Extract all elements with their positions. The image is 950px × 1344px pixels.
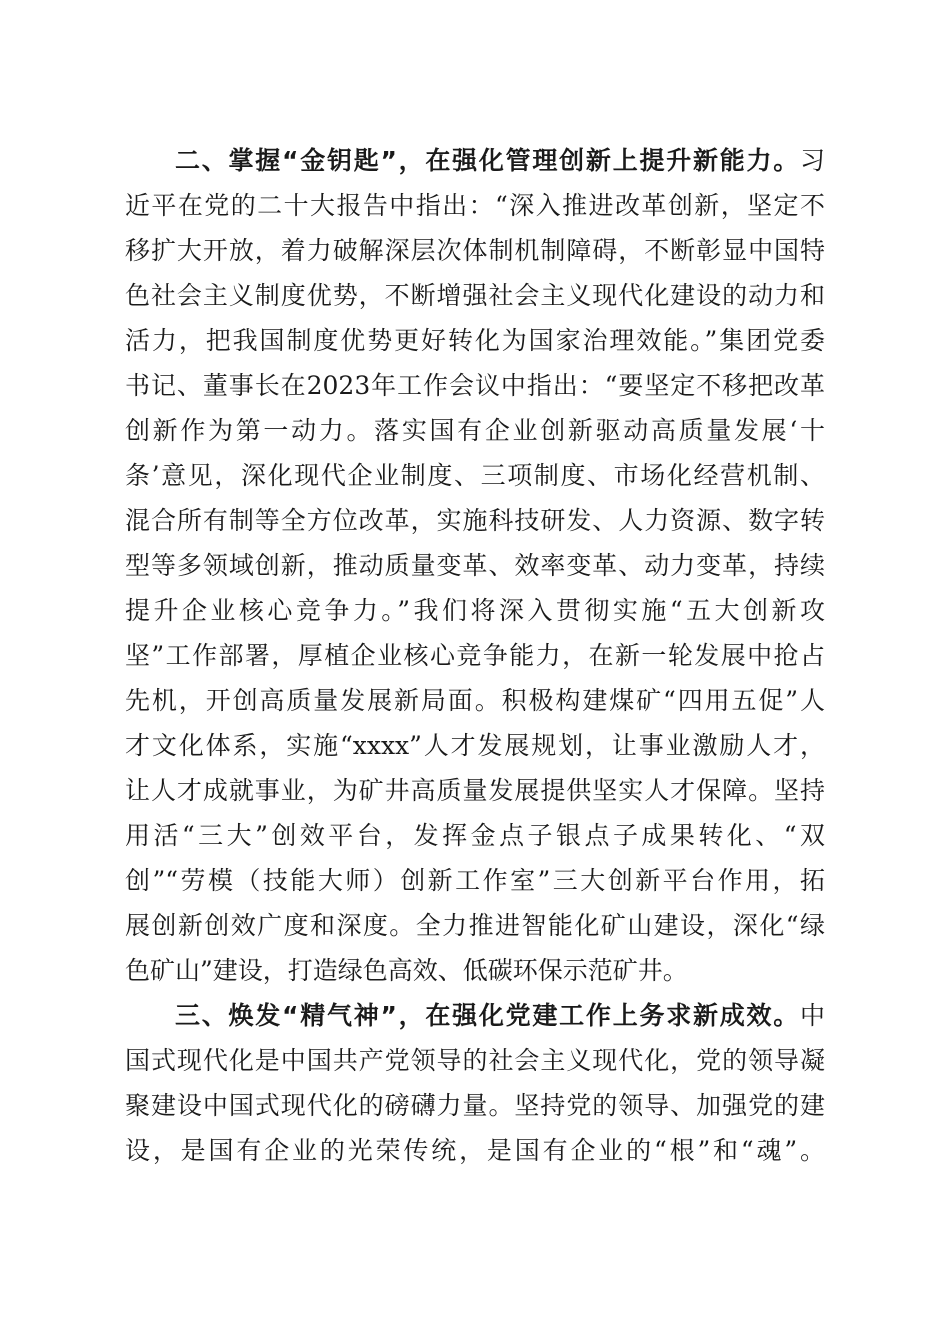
section-3-heading: 三、焕发“精气神”，在强化党建工作上务求新成效。 (175, 1001, 800, 1030)
paragraph-line: 聚建设中国式现代化的磅礴力量。坚持党的领导、加强党的建 (125, 1091, 825, 1120)
paragraph-line: 创”“劳模（技能大师）创新工作室”三大创新平台作用，拓 (125, 866, 825, 895)
paragraph-line: 色社会主义制度优势，不断增强社会主义现代化建设的动力和 (125, 281, 825, 310)
paragraph-line: 书记、董事长在2023年工作会议中指出：“要坚定不移把改革 (125, 371, 825, 400)
paragraph-line: 设，是国有企业的光荣传统，是国有企业的“根”和“魂”。 (125, 1136, 825, 1165)
paragraph-line: 展创新创效广度和深度。全力推进智能化矿山建设，深化“绿 (125, 911, 825, 940)
paragraph-line: 色矿山”建设，打造绿色高效、低碳环保示范矿井。 (125, 956, 688, 985)
paragraph-text: 习 (799, 146, 825, 175)
paragraph-line: 让人才成就事业，为矿井高质量发展提供坚实人才保障。坚持 (125, 776, 825, 805)
paragraph-line: 近平在党的二十大报告中指出：“深入推进改革创新，坚定不 (125, 191, 825, 220)
paragraph-line: 才文化体系，实施“xxxx”人才发展规划，让事业激励人才， (125, 731, 825, 760)
paragraph-line: 条’意见，深化现代企业制度、三项制度、市场化经营机制、 (125, 461, 825, 490)
section-3-first-line (125, 993, 825, 1038)
paragraph-line: 提升企业核心竞争力。”我们将深入贯彻实施“五大创新攻 (125, 596, 825, 625)
section-2-first-line (125, 138, 825, 183)
paragraph-line: 坚”工作部署，厚植企业核心竞争能力，在新一轮发展中抢占 (125, 641, 825, 670)
paragraph-line: 移扩大开放，着力破解深层次体制机制障碍，不断彰显中国特 (125, 236, 825, 265)
paragraph-line: 创新作为第一动力。落实国有企业创新驱动高质量发展‘十 (125, 416, 825, 445)
section-2-heading: 二、掌握“金钥匙”，在强化管理创新上提升新能力。 (175, 146, 800, 175)
paragraph-line: 国式现代化是中国共产党领导的社会主义现代化，党的领导凝 (125, 1046, 825, 1075)
paragraph-text: 中 (799, 1001, 825, 1030)
paragraph-line: 混合所有制等全方位改革，实施科技研发、人力资源、数字转 (125, 506, 825, 535)
paragraph-line: 先机，开创高质量发展新局面。积极构建煤矿“四用五促”人 (125, 686, 825, 715)
paragraph-line: 活力，把我国制度优势更好转化为国家治理效能。”集团党委 (125, 326, 825, 355)
document-body (125, 138, 825, 1173)
paragraph-line: 用活“三大”创效平台，发挥金点子银点子成果转化、“双 (125, 821, 825, 850)
paragraph-line: 型等多领域创新，推动质量变革、效率变革、动力变革，持续 (125, 551, 825, 580)
